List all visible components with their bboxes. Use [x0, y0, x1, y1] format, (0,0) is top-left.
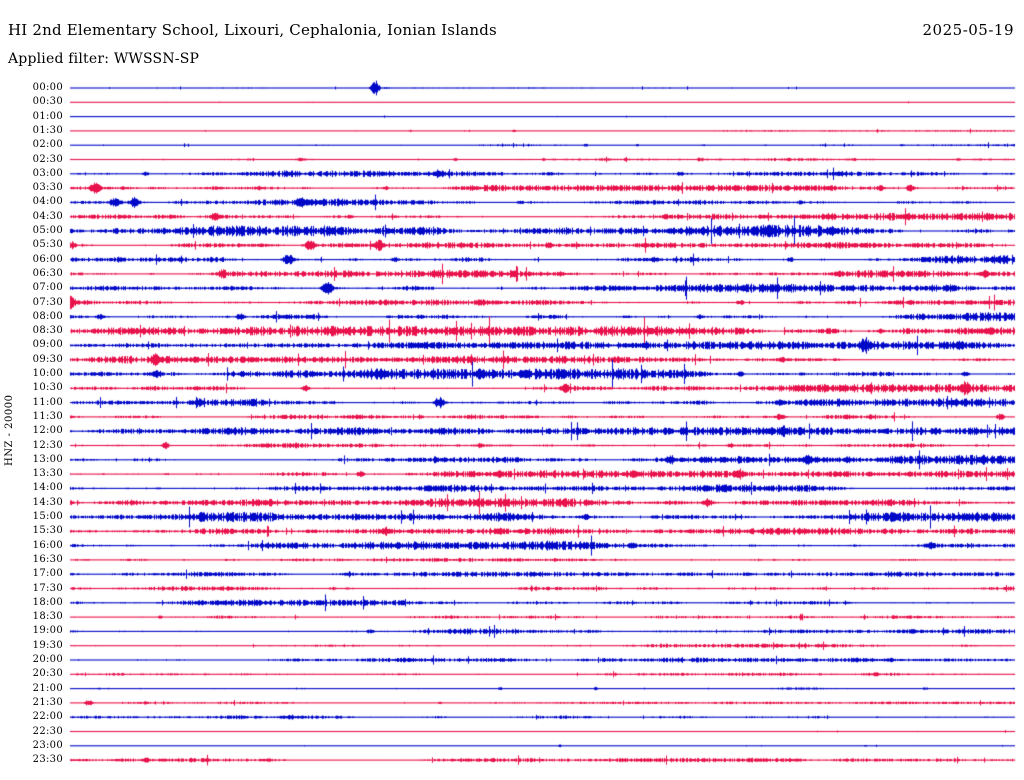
row-time-label: 02:30 — [32, 153, 63, 165]
row-time-label: 07:00 — [32, 282, 63, 294]
row-time-label: 21:00 — [32, 682, 63, 694]
row-time-label: 15:00 — [32, 511, 63, 522]
row-time-label: 09:00 — [32, 339, 63, 351]
row-time-label: 22:30 — [32, 725, 63, 737]
row-time-label: 11:00 — [32, 396, 63, 408]
row-time-label: 13:30 — [32, 468, 63, 480]
row-time-label: 01:30 — [32, 124, 63, 136]
row-time-label: 00:30 — [32, 96, 63, 108]
row-time-label: 18:30 — [32, 611, 63, 623]
row-time-label: 16:00 — [32, 539, 63, 551]
row-time-label: 17:00 — [32, 568, 63, 580]
row-time-label: 12:30 — [32, 439, 63, 451]
row-time-label: 21:30 — [32, 696, 63, 708]
row-time-label: 23:00 — [32, 739, 63, 751]
row-time-label: 15:30 — [32, 525, 63, 537]
row-time-label: 14:00 — [32, 482, 63, 494]
row-time-label: 04:00 — [32, 196, 63, 208]
row-time-label: 17:30 — [32, 582, 63, 594]
row-time-label: 04:30 — [32, 210, 63, 222]
row-time-label: 19:30 — [32, 639, 63, 651]
row-time-label: 13:00 — [32, 453, 63, 465]
row-time-label: 11:30 — [32, 410, 63, 422]
row-time-label: 06:30 — [32, 267, 63, 279]
row-time-label: 16:30 — [32, 553, 63, 565]
row-time-label: 22:00 — [32, 711, 63, 723]
row-time-label: 20:30 — [32, 668, 63, 680]
row-time-label: 08:00 — [32, 310, 63, 322]
row-time-label: 05:30 — [32, 239, 63, 251]
row-time-label: 18:00 — [32, 596, 63, 608]
row-time-label: 07:30 — [32, 296, 63, 308]
row-time-label: 03:30 — [32, 182, 63, 194]
row-time-label: 23:30 — [32, 754, 63, 766]
row-time-label: 20:00 — [32, 654, 63, 665]
row-time-label: 12:00 — [32, 425, 63, 437]
row-time-label: 02:00 — [32, 139, 63, 151]
row-time-label: 14:30 — [32, 496, 63, 508]
row-time-label: 05:00 — [32, 225, 63, 236]
row-time-label: 01:00 — [32, 110, 63, 122]
row-time-label: 10:30 — [32, 382, 63, 394]
row-time-label: 10:00 — [32, 368, 63, 379]
row-time-label: 09:30 — [32, 353, 63, 365]
row-time-label: 03:00 — [32, 167, 63, 179]
row-time-label: 19:00 — [32, 625, 63, 637]
row-time-label: 08:30 — [32, 325, 63, 337]
row-time-label: 06:00 — [32, 253, 63, 265]
row-time-label: 00:00 — [32, 82, 63, 93]
